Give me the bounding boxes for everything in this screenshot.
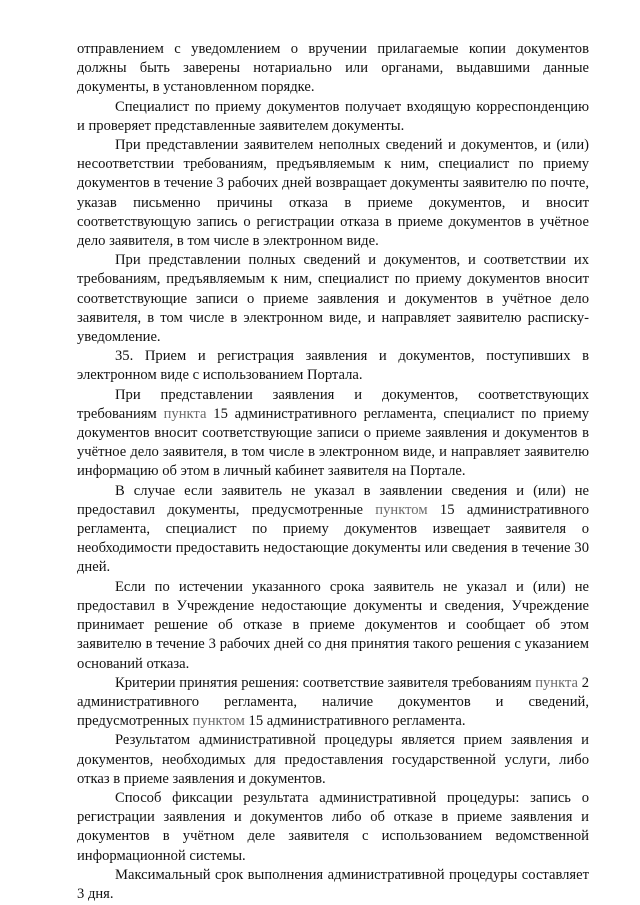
reference-link[interactable]: пункта — [163, 405, 207, 422]
text-segment: Критерии принятия решения: соответствие заявителя требованиям — [115, 674, 536, 691]
paragraph-decision-criteria — [77, 674, 589, 732]
paragraph-specialist-receives: Специалист по приему документов получает входящую корреспонденцию и проверяет представленные заявителем документы. — [77, 98, 589, 134]
paragraph-max-duration: Максимальный срок выполнения административной процедуры составляет 3 дня. — [77, 866, 589, 902]
reference-link[interactable]: пунктом — [192, 713, 245, 730]
text-segment: В случае если заявитель не указал в заявлении сведения и (или) не предоставил документы, предусмотренные — [77, 482, 589, 518]
text-segment: При представлении заявления и документов, соответствующих требованиям — [77, 386, 589, 422]
reference-link[interactable]: пунктом — [375, 501, 428, 518]
paragraph-missing-info — [77, 482, 589, 578]
reference-link[interactable]: пункта — [535, 674, 579, 691]
document-page — [77, 40, 589, 904]
text-segment: 15 административного регламента. — [244, 713, 466, 730]
paragraph-fixation-method: Способ фиксации результата административной процедуры: запись о регистрации заявления и документов либо об отказе в приеме заявления и документов в учётном деле заявителя с использованием ведомственной информационной системы. — [77, 789, 589, 864]
paragraph-refusal: Если по истечении указанного срока заявитель не указал и (или) не предоставил в Учреждение недостающие документы и сведения, Учреждение принимает решение об отказе в приеме документов и сообщает об этом заявителю в течение 3 рабочих дней со дня принятия такого решения с указанием оснований отказа. — [77, 578, 589, 672]
text-segment: 2 административного регламента, наличие документов и сведений, предусмотренных — [77, 674, 589, 730]
paragraph-incomplete-documents: При представлении заявителем неполных сведений и документов, и (или) несоответствии требованиям, предъявляемым к ним, специалист по приему документов в течение 3 рабочих дней возвращает документы заявителю по почте, указав письменно причины отказа в приеме документов, и вносит соответствующую запись о регистрации отказа в приеме документов в учётное дело заявителя, в том числе в электронном виде. — [77, 137, 589, 250]
paragraph-item-35: 35. Прием и регистрация заявления и документов, поступивших в электронном виде с использованием Портала. — [77, 348, 589, 384]
text-segment: 15 административного регламента, специалист по приему документов извещает заявителя о необходимости предоставить недостающие документы или сведения в течение 30 дней. — [77, 501, 589, 576]
paragraph-complete-documents: При представлении полных сведений и документов, и соответствии их требованиям, предъявляемым к ним, специалист по приему документов вносит соответствующие записи о приеме заявления и документов в учётное дело заявителя, в том числе в электронном виде, и направляет заявителю расписку-уведомление. — [77, 252, 589, 346]
text-segment: 15 административного регламента, специалист по приему документов вносит соответствующие записи о приеме заявления и документов в учётное дело заявителя, в том числе в электронном виде, и направляет заявителю информацию об этом в личный кабинет заявителя на Портале. — [77, 405, 589, 480]
paragraph-portal-submission — [77, 386, 589, 482]
paragraph-continuation: отправлением с уведомлением о вручении прилагаемые копии документов должны быть заверены нотариально или органами, выдавшими данные документы, в установленном порядке. — [77, 41, 589, 96]
paragraph-procedure-result: Результатом административной процедуры является прием заявления и документов, необходимых для предоставления государственной услуги, либо отказ в приеме заявления и документов. — [77, 732, 589, 787]
